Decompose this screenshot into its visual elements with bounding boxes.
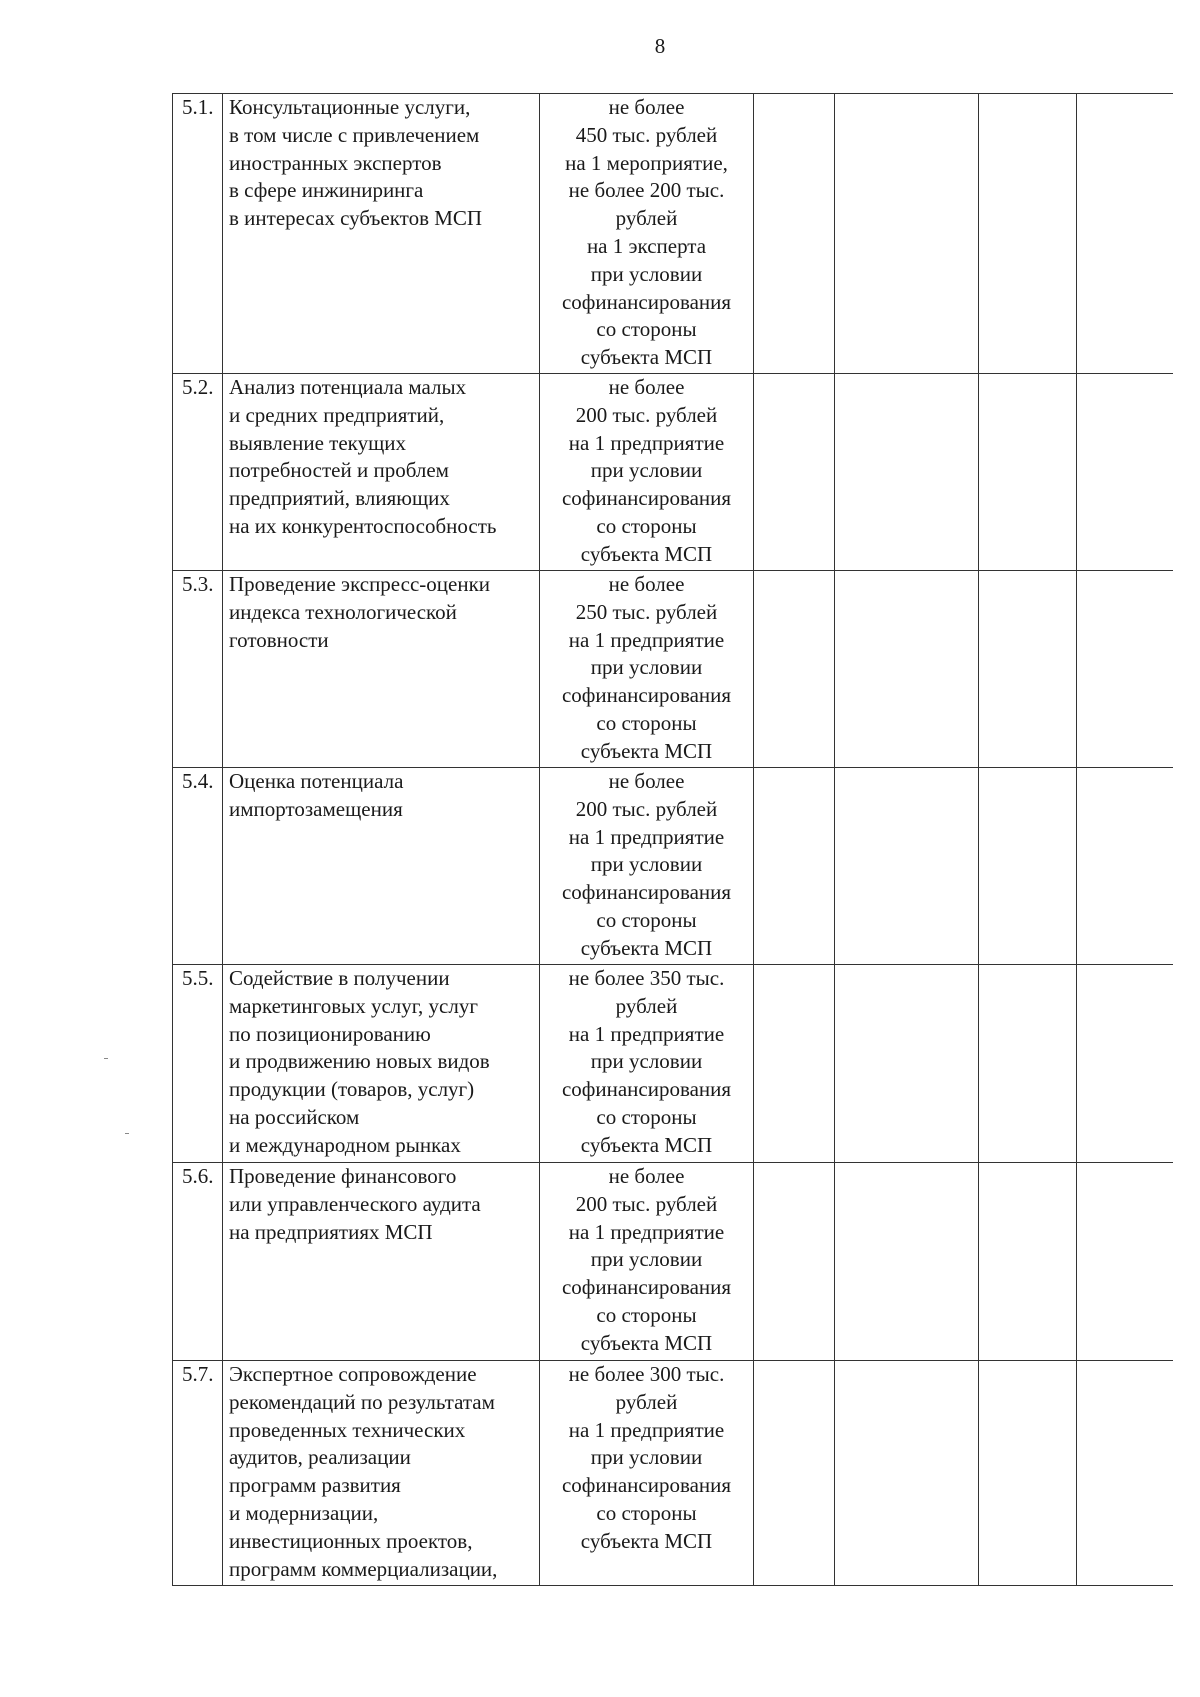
empty-cell [979, 1163, 1077, 1361]
cost-limit-line: софинансирования [561, 289, 732, 314]
cost-limit-line: субъекта МСП [580, 1330, 713, 1355]
service-name-line: Проведение экспресс-оценки [229, 572, 491, 596]
cost-limit-line: со стороны [596, 907, 697, 932]
service-name-cell [223, 1163, 540, 1361]
service-name-line: маркетинговых услуг, услуг [229, 993, 478, 1018]
empty-cell [754, 94, 835, 374]
cost-limit-cell [540, 1163, 754, 1361]
row-number-cell: 5.5. [173, 965, 223, 1163]
cost-limit-line: на 1 предприятие [568, 430, 725, 455]
empty-cell [1077, 374, 1173, 571]
cost-limit-line: 250 тыс. рублей [575, 599, 718, 624]
cost-limit-line: софинансирования [561, 1077, 732, 1102]
service-name-line: продукции (товаров, услуг) [229, 1077, 475, 1102]
page-number: 8 [654, 34, 666, 58]
cost-limit-line: на 1 предприятие [568, 1417, 725, 1442]
service-name-cell [223, 1361, 540, 1586]
empty-cell [979, 94, 1077, 374]
cost-limit-line: со стороны [596, 1104, 697, 1129]
cost-limit-line: 200 тыс. рублей [575, 796, 718, 821]
empty-cell [979, 374, 1077, 571]
service-name-line: потребностей и проблем [229, 458, 449, 483]
service-name-line: и средних предприятий, [229, 402, 445, 427]
table-row [173, 94, 1173, 374]
scan-dot [125, 1133, 129, 1134]
service-name-cell [223, 94, 540, 374]
empty-cell [1077, 768, 1173, 965]
cost-limit-line: не более 350 тыс. [568, 966, 725, 990]
empty-cell [1077, 965, 1173, 1163]
service-name-line: в сфере инжиниринга [229, 178, 424, 203]
service-name-line: Экспертное сопровождение [229, 1362, 477, 1386]
table-row [173, 571, 1173, 768]
cost-limit-line: софинансирования [561, 486, 732, 511]
row-number-cell: 5.2. [173, 374, 223, 571]
cost-limit-line: при условии [590, 458, 703, 483]
cost-limit-line: со стороны [596, 1500, 697, 1525]
row-number-cell: 5.4. [173, 768, 223, 965]
cost-limit-line: на 1 предприятие [568, 1219, 725, 1244]
cost-limit-line: при условии [590, 655, 703, 680]
cost-limit-line: со стороны [596, 710, 697, 735]
scan-dot [104, 1058, 108, 1059]
empty-cell [979, 1361, 1077, 1586]
cost-limit-cell [540, 1361, 754, 1586]
table-row [173, 768, 1173, 965]
empty-cell [1077, 94, 1173, 374]
service-name-line: Содействие в получении [229, 966, 450, 990]
service-name-line: по позиционированию [229, 1021, 431, 1046]
services-table-wrapper [172, 93, 1172, 1586]
cost-limit-line: на 1 эксперта [586, 233, 707, 258]
service-name-line: индекса технологической [229, 599, 457, 624]
service-name-line: программ развития [229, 1473, 401, 1498]
service-name-line: и международном рынках [229, 1132, 461, 1157]
cost-limit-line: 200 тыс. рублей [575, 1191, 718, 1216]
empty-cell [1077, 571, 1173, 768]
cost-limit-cell [540, 965, 754, 1163]
cost-limit-line: 200 тыс. рублей [575, 402, 718, 427]
cost-limit-line: не более 300 тыс. [568, 1362, 725, 1386]
table-row [173, 1163, 1173, 1361]
cost-limit-line: рублей [615, 206, 678, 231]
cost-limit-line: при условии [590, 1445, 703, 1470]
service-name-cell [223, 965, 540, 1163]
row-number-cell: 5.3. [173, 571, 223, 768]
table-row [173, 965, 1173, 1163]
service-name-line: Анализ потенциала малых [229, 375, 467, 399]
service-name-line: аудитов, реализации [229, 1445, 411, 1470]
cost-limit-line: не более 200 тыс. [568, 178, 725, 203]
cost-limit-line: софинансирования [561, 1473, 732, 1498]
table-row [173, 1361, 1173, 1586]
cost-limit-cell [540, 768, 754, 965]
cost-limit-line: на 1 предприятие [568, 627, 725, 652]
cost-limit-line: не более [608, 572, 685, 596]
service-name-cell [223, 768, 540, 965]
service-name-line: готовности [229, 627, 329, 652]
cost-limit-line: при условии [590, 1247, 703, 1272]
cost-limit-line: на 1 мероприятие, [565, 150, 728, 175]
empty-cell [835, 1361, 979, 1586]
empty-cell [1077, 1361, 1173, 1586]
service-name-line: Оценка потенциала [229, 769, 404, 793]
cost-limit-cell [540, 94, 754, 374]
service-name-line: проведенных технических [229, 1417, 466, 1442]
cost-limit-line: субъекта МСП [580, 541, 713, 566]
service-name-line: программ коммерциализации, [229, 1556, 498, 1581]
services-table [172, 93, 1173, 1586]
service-name-line: на их конкурентоспособность [229, 513, 497, 538]
cost-limit-line: субъекта МСП [580, 1528, 713, 1553]
cost-limit-line: на 1 предприятие [568, 824, 725, 849]
service-name-line: инвестиционных проектов, [229, 1528, 473, 1553]
empty-cell [979, 768, 1077, 965]
cost-limit-line: софинансирования [561, 1275, 732, 1300]
service-name-line: Консультационные услуги, [229, 95, 471, 119]
cost-limit-line: при условии [590, 852, 703, 877]
cost-limit-line: со стороны [596, 1302, 697, 1327]
empty-cell [979, 965, 1077, 1163]
service-name-line: иностранных экспертов [229, 150, 442, 175]
service-name-line: на предприятиях МСП [229, 1219, 433, 1244]
cost-limit-line: субъекта МСП [580, 738, 713, 763]
cost-limit-line: не более [608, 1164, 685, 1188]
service-name-line: и модернизации, [229, 1500, 379, 1525]
row-number-cell: 5.6. [173, 1163, 223, 1361]
empty-cell [754, 571, 835, 768]
cost-limit-line: со стороны [596, 513, 697, 538]
cost-limit-line: при условии [590, 261, 703, 286]
cost-limit-line: субъекта МСП [580, 935, 713, 960]
cost-limit-line: не более [608, 769, 685, 793]
empty-cell [835, 374, 979, 571]
service-name-line: на российском [229, 1104, 360, 1129]
cost-limit-line: субъекта МСП [580, 345, 713, 370]
empty-cell [754, 1163, 835, 1361]
service-name-line: в интересах субъектов МСП [229, 206, 483, 231]
service-name-cell [223, 374, 540, 571]
cost-limit-line: софинансирования [561, 880, 732, 905]
empty-cell [754, 768, 835, 965]
cost-limit-line: со стороны [596, 317, 697, 342]
cost-limit-line: рублей [615, 1389, 678, 1414]
service-name-line: Проведение финансового [229, 1164, 457, 1188]
cost-limit-line: при условии [590, 1049, 703, 1074]
service-name-line: выявление текущих [229, 430, 406, 455]
empty-cell [835, 1163, 979, 1361]
row-number-cell: 5.1. [173, 94, 223, 374]
cost-limit-line: субъекта МСП [580, 1132, 713, 1157]
empty-cell [1077, 1163, 1173, 1361]
service-name-cell [223, 571, 540, 768]
service-name-line: предприятий, влияющих [229, 486, 450, 511]
service-name-line: рекомендаций по результатам [229, 1389, 495, 1414]
cost-limit-line: софинансирования [561, 683, 732, 708]
row-number-cell: 5.7. [173, 1361, 223, 1586]
empty-cell [979, 571, 1077, 768]
service-name-line: и продвижению новых видов [229, 1049, 490, 1074]
cost-limit-line: рублей [615, 993, 678, 1018]
empty-cell [835, 965, 979, 1163]
empty-cell [754, 965, 835, 1163]
empty-cell [754, 1361, 835, 1586]
cost-limit-cell [540, 374, 754, 571]
cost-limit-line: не более [608, 95, 685, 119]
cost-limit-cell [540, 571, 754, 768]
table-row [173, 374, 1173, 571]
service-name-line: в том числе с привлечением [229, 122, 480, 147]
empty-cell [835, 94, 979, 374]
cost-limit-line: 450 тыс. рублей [575, 122, 718, 147]
service-name-line: импортозамещения [229, 796, 403, 821]
empty-cell [754, 374, 835, 571]
cost-limit-line: на 1 предприятие [568, 1021, 725, 1046]
empty-cell [835, 571, 979, 768]
cost-limit-line: не более [608, 375, 685, 399]
service-name-line: или управленческого аудита [229, 1191, 481, 1216]
empty-cell [835, 768, 979, 965]
